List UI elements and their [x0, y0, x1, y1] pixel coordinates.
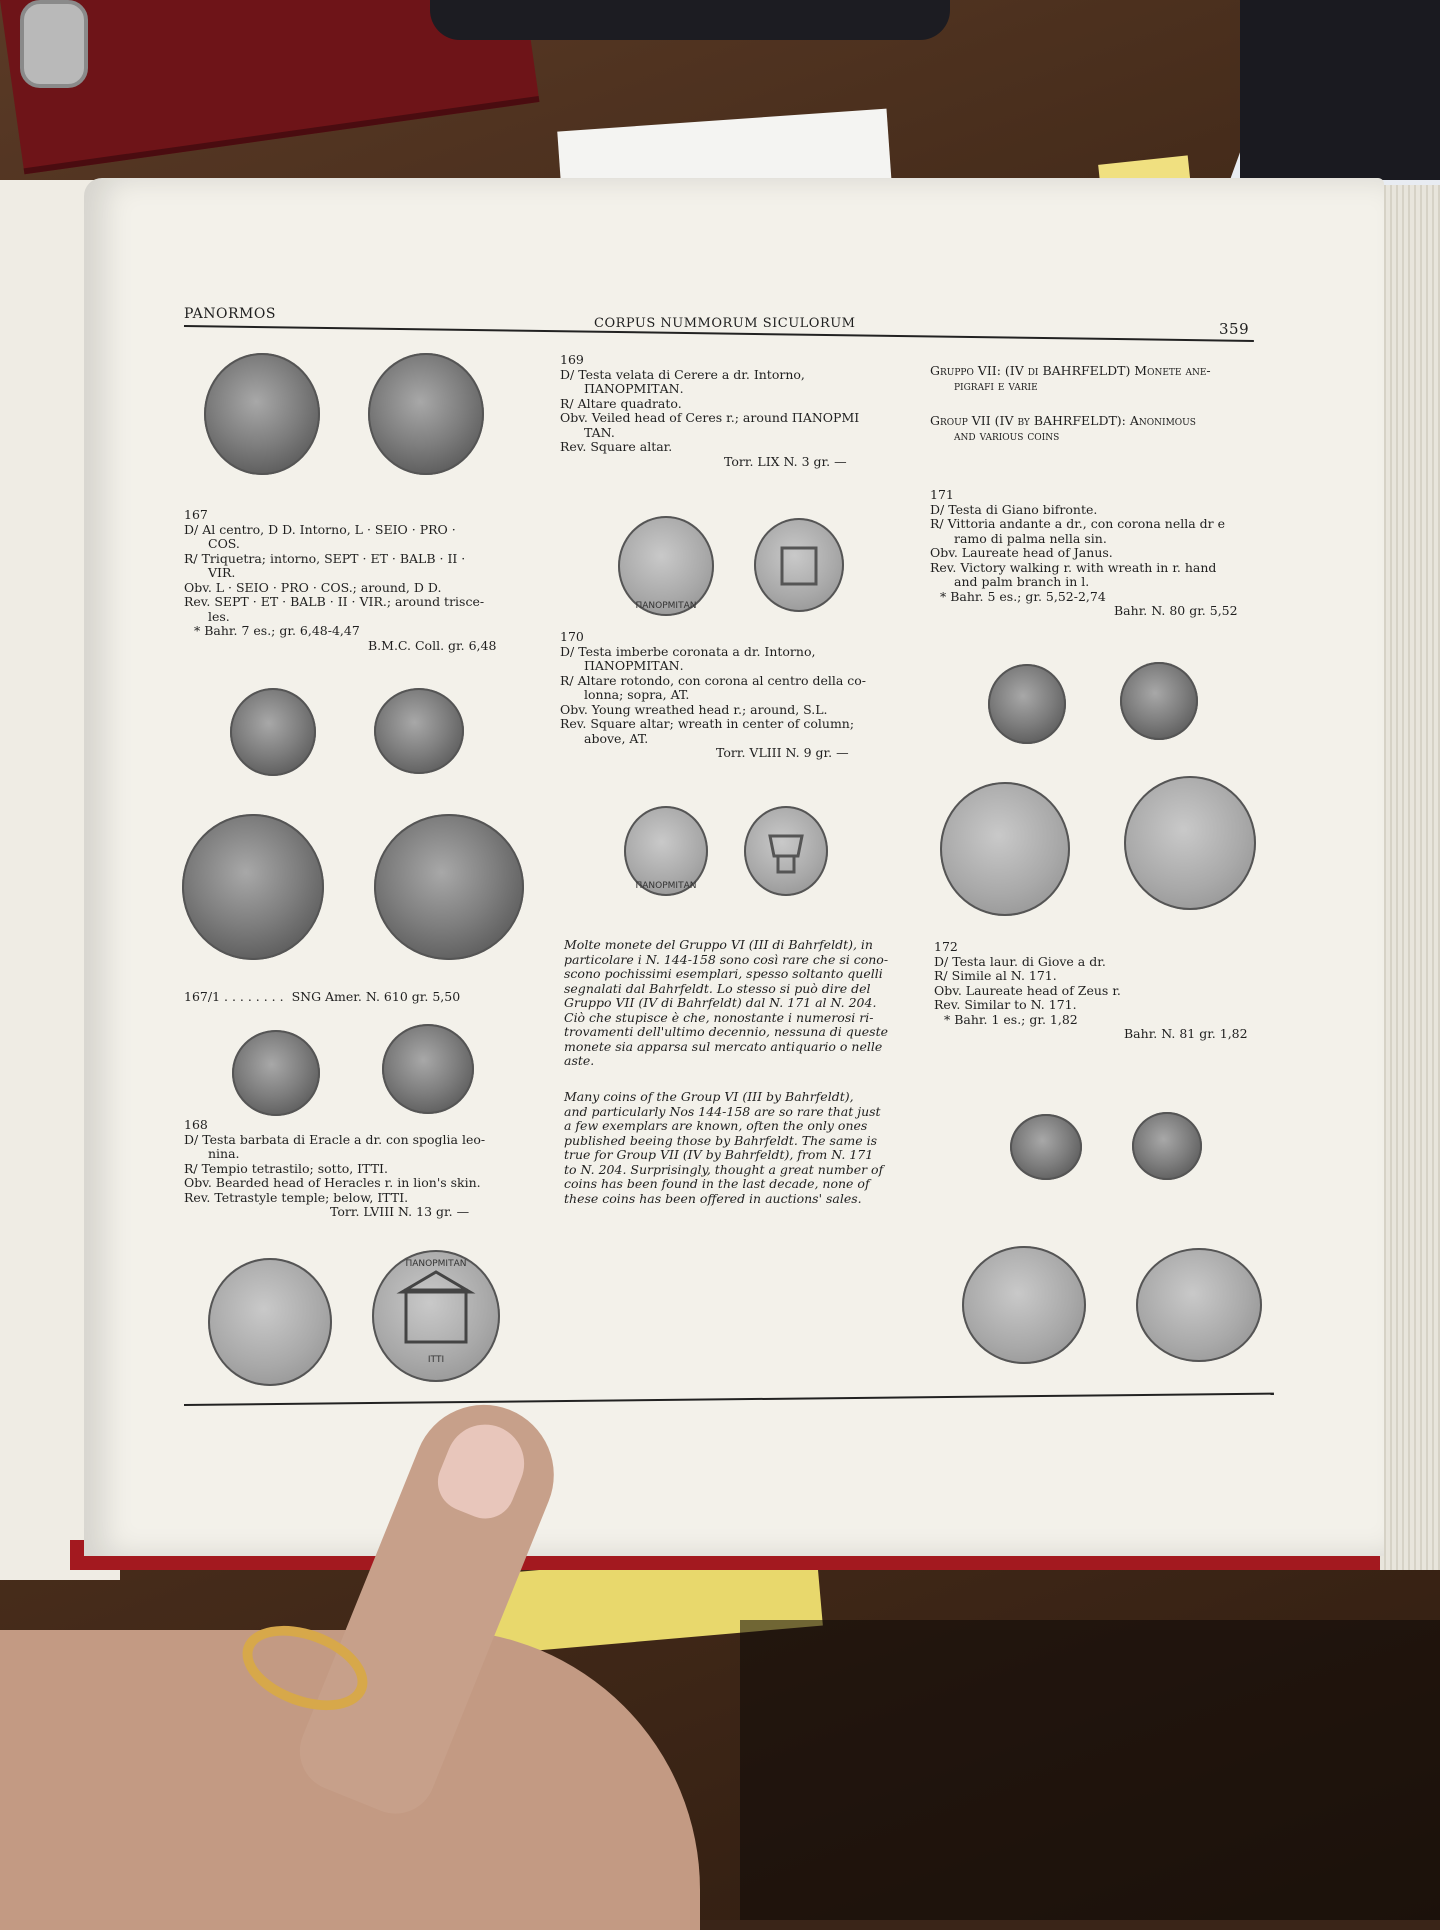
note-line: particolare i N. 144-158 sono così rare che si cono- — [564, 951, 889, 967]
entry-line: R/ Simile al N. 171. — [934, 968, 1057, 983]
note-line: these coins has been offered in auctions' sales. — [564, 1190, 862, 1206]
entry-line: D/ Testa velata di Cerere a dr. Intorno, — [560, 366, 805, 382]
entry-ref: Torr. LVIII N. 13 gr. — — [330, 1204, 470, 1219]
note-english — [564, 1090, 883, 1206]
entry-number: 168 — [184, 1117, 208, 1132]
entry-number: 171 — [930, 487, 954, 502]
entry-line: R/ Vittoria andante a dr., con corona nella dr e — [930, 516, 1225, 531]
coin-169-obverse — [618, 516, 714, 616]
entry-171 — [930, 488, 1238, 619]
entry-line: R/ Altare rotondo, con corona al centro della co- — [560, 672, 867, 688]
coin-171-obverse-enlarged — [940, 782, 1070, 916]
entry-line: Rev. Square altar; wreath in center of column; — [560, 716, 855, 731]
dark-object-right — [1240, 0, 1440, 180]
entry-number: 169 — [560, 352, 584, 367]
entry-170 — [560, 630, 866, 761]
coin-legend: ΠΑΝΟΡΜΙΤΑΝ — [635, 881, 697, 891]
running-head-center: CORPUS NUMMORUM SICULORUM — [594, 316, 856, 331]
coin-171-reverse-enlarged — [1124, 776, 1256, 910]
coin-167-1-reverse — [374, 688, 464, 774]
entry-number: 167/1 . . . . . . . . — [184, 989, 284, 1004]
entry-line: Rev. Victory walking r. with wreath in r. hand — [930, 559, 1217, 575]
entry-line: * Bahr. 1 es.; gr. 1,82 — [944, 1011, 1078, 1027]
note-line: a few exemplars are known, often the only ones — [564, 1118, 868, 1133]
entry-line: Obv. Young wreathed head r.; around, S.L. — [560, 701, 828, 717]
coin-167-1-obverse — [230, 688, 316, 776]
page-number: 359 — [1219, 320, 1250, 338]
heading-line: pigrafi e varie — [954, 377, 1038, 393]
entry-ref: SNG Amer. N. 610 gr. 5,50 — [291, 989, 461, 1004]
entry-line: ΠΑΝΟΡΜΙΤΑΝ. — [584, 658, 684, 673]
entry-number: 172 — [934, 939, 958, 954]
coin-168-reverse — [372, 1250, 500, 1382]
note-line: monete sia apparsa sul mercato antiquario o nelle — [564, 1038, 883, 1054]
entry-167 — [184, 508, 496, 653]
entry-line: Rev. Similar to N. 171. — [934, 997, 1077, 1012]
entry-line: * Bahr. 7 es.; gr. 6,48-4,47 — [194, 623, 360, 638]
entry-167-1 — [184, 990, 460, 1005]
entry-line: les. — [208, 608, 230, 624]
entry-line: D/ Testa di Giano bifronte. — [930, 501, 1098, 517]
entry-line: and palm branch in l. — [954, 574, 1090, 589]
entry-line: D/ Testa laur. di Giove a dr. — [934, 953, 1106, 969]
note-line: aste. — [564, 1053, 595, 1068]
coin-172-obverse — [1010, 1114, 1082, 1180]
note-line: segnalati dal Bahrfeldt. Lo stesso si può dire del — [564, 980, 871, 996]
coin-legend: ΙΤΤΙ — [427, 1355, 445, 1365]
entry-line: Rev. Tetrastyle temple; below, ITTI. — [184, 1189, 409, 1205]
entry-172 — [934, 940, 1248, 1042]
coin-167-1b-reverse — [382, 1024, 474, 1114]
entry-line: ΠΑΝΟΡΜΙΤΑΝ. — [584, 381, 684, 396]
book-page — [84, 178, 1384, 1556]
entry-ref: Torr. VLIII N. 9 gr. — — [716, 745, 849, 760]
entry-line: D/ Testa imberbe coronata a dr. Intorno, — [560, 643, 816, 659]
shadow — [740, 1620, 1440, 1920]
note-line: Ciò che stupisce è che, nonostante i numerosi ri- — [564, 1009, 874, 1025]
page-edges — [1380, 185, 1440, 1570]
footer-rule — [184, 1393, 1274, 1406]
entry-168 — [184, 1118, 485, 1220]
entry-line: R/ Triquetra; intorno, SEPT · ET · BALB · II · — [184, 550, 466, 566]
entry-line: ramo di palma nella sin. — [954, 530, 1107, 546]
entry-line: nina. — [208, 1146, 240, 1161]
coin-170-reverse — [744, 806, 828, 896]
entry-line: VIR. — [208, 565, 236, 580]
coin-167-1b-obverse — [232, 1030, 320, 1116]
entry-line: D/ Al centro, D D. Intorno, L · SEIO · PRO · — [184, 521, 456, 537]
entry-ref: Bahr. N. 80 gr. 5,52 — [1114, 603, 1238, 618]
coin-legend: ΠΑΝΟΡΜΙΤΑΝ — [635, 601, 697, 611]
entry-line: Rev. SEPT · ET · BALB · II · VIR.; around trisce- — [184, 594, 485, 609]
entry-ref: Torr. LIX N. 3 gr. — — [724, 453, 847, 469]
coin-167-1-reverse-enlarged — [374, 814, 524, 960]
entry-line: lonna; sopra, AT. — [584, 687, 690, 702]
coin-169-reverse — [754, 518, 844, 612]
entry-line: Obv. L · SEIO · PRO · COS.; around, D D. — [184, 579, 442, 595]
coin-legend: ΠΑΝΟΡΜΙΤΑΝ — [405, 1259, 467, 1269]
coin-170-obverse — [624, 806, 708, 896]
coin-167-1-obverse-enlarged — [182, 814, 324, 960]
note-italian — [564, 938, 888, 1069]
note-line: to N. 204. Surprisingly, thought a great number of — [564, 1161, 884, 1177]
heading-line: Group VII (IV by BAHRFELDT): Anonimous — [930, 413, 1196, 428]
coin-167-obverse — [204, 353, 320, 475]
fingernail — [429, 1413, 536, 1528]
heading-line: and various coins — [954, 427, 1060, 443]
note-line: Many coins of the Group VI (III by Bahrfeldt), — [564, 1089, 854, 1104]
entry-number: 170 — [560, 629, 584, 644]
coin-172-reverse-enlarged — [1136, 1248, 1262, 1362]
entry-169 — [560, 353, 859, 469]
entry-line: Obv. Laureate head of Zeus r. — [934, 982, 1121, 998]
coin-168-obverse — [208, 1258, 332, 1386]
binder-clip — [20, 0, 88, 88]
note-line: Gruppo VII (IV di Bahrfeldt) dal N. 171 al N. 204. — [564, 995, 877, 1010]
dark-object — [430, 0, 950, 40]
note-line: Molte monete del Gruppo VI (III di Bahrfeldt), in — [564, 937, 873, 952]
entry-ref: Bahr. N. 81 gr. 1,82 — [1124, 1026, 1248, 1041]
entry-line: TAN. — [584, 424, 615, 440]
entry-line: Obv. Laureate head of Janus. — [930, 545, 1113, 560]
entry-line: Obv. Veiled head of Ceres r.; around ΠΑΝΟΡΜΙ — [560, 410, 860, 425]
entry-line: R/ Altare quadrato. — [560, 395, 682, 411]
coin-167-reverse — [368, 353, 484, 475]
entry-line: R/ Tempio tetrastilo; sotto, ITTI. — [184, 1160, 388, 1176]
entry-line: D/ Testa barbata di Eracle a dr. con spoglia leo- — [184, 1131, 486, 1147]
entry-line: Rev. Square altar. — [560, 439, 673, 454]
group-heading-english — [930, 414, 1196, 443]
coin-172-obverse-enlarged — [962, 1246, 1086, 1364]
note-line: and particularly Nos 144-158 are so rare that just — [564, 1103, 881, 1119]
entry-line: * Bahr. 5 es.; gr. 5,52-2,74 — [940, 588, 1106, 604]
note-line: true for Group VII (IV by Bahrfeldt), from N. 171 — [564, 1147, 874, 1162]
entry-line: above, AT. — [584, 730, 649, 746]
note-line: coins has been found in the last decade, none of — [564, 1176, 870, 1191]
entry-line: COS. — [208, 536, 240, 551]
group-heading-italian — [930, 364, 1211, 393]
note-line: scono pochissimi esemplari, spesso soltanto quelli — [564, 966, 883, 981]
running-head-left: PANORMOS — [184, 306, 276, 322]
note-line: published beeing those by Bahrfeldt. The same is — [564, 1132, 878, 1148]
coin-171-reverse — [1120, 662, 1198, 740]
entry-number: 167 — [184, 507, 208, 522]
coin-172-reverse — [1132, 1112, 1202, 1180]
entry-ref: B.M.C. Coll. gr. 6,48 — [368, 637, 497, 653]
entry-line: Obv. Bearded head of Heracles r. in lion's skin. — [184, 1175, 481, 1190]
heading-line: Gruppo VII: (IV di BAHRFELDT) Monete ane- — [930, 363, 1211, 378]
note-line: trovamenti dell'ultimo decennio, nessuna di queste — [564, 1024, 889, 1039]
coin-171-obverse — [988, 664, 1066, 744]
